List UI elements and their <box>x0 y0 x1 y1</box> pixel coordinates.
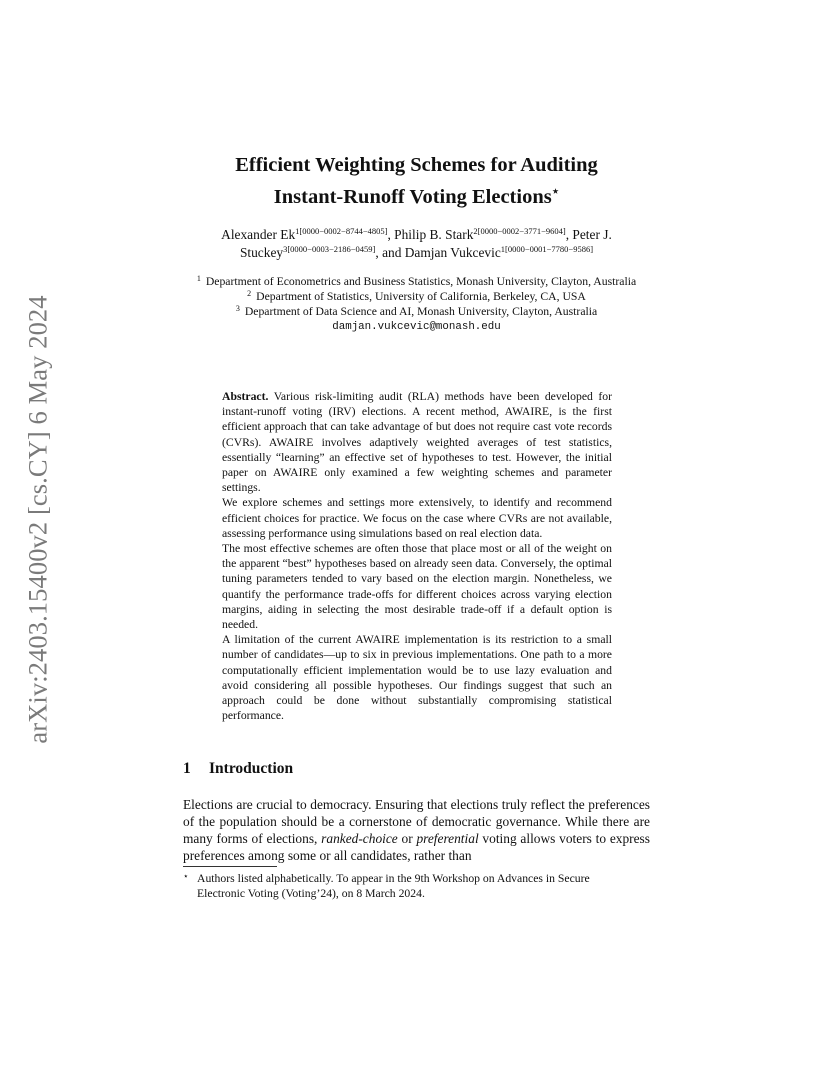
affiliation-text: Department of Econometrics and Business Statistics, Monash University, Clayton, Australia <box>205 275 637 288</box>
introduction-body <box>183 796 650 864</box>
author-list <box>183 226 650 262</box>
intro-emphasis: ranked-choice <box>321 831 398 847</box>
author-separator: , and <box>375 245 405 260</box>
author-name: Damjan Vukcevic <box>404 245 501 260</box>
abstract-label: Abstract. <box>222 390 269 403</box>
section-title: Introduction <box>209 760 294 777</box>
arxiv-id-text: arXiv:2403.15400v2 [cs.CY] 6 May 2024 <box>22 294 53 744</box>
abstract-paragraph <box>222 389 612 495</box>
author-name: Alexander Ek <box>221 227 296 242</box>
footnote-text: Authors listed alphabetically. To appear in the 9th Workshop on Advances in Secure <box>197 872 590 885</box>
section-heading <box>183 760 650 778</box>
footnote <box>183 871 650 901</box>
affiliations <box>183 274 650 335</box>
affiliation-text: Department of Statistics, University of California, Berkeley, CA, USA <box>256 290 586 304</box>
arxiv-identifier <box>20 284 56 754</box>
abstract-paragraph: A limitation of the current AWAIRE implementation is its restriction to a small number of candidates—up to six in previous implementations. One path to a more computationally efficient implementation would be to use lazy evaluation and avoid considering all possible hypotheses. Our findings suggest that such an approach could be done without substantially compromising statistical performance. <box>222 633 612 723</box>
title-line-2: Instant-Runoff Voting Elections <box>273 185 552 208</box>
affiliation <box>183 289 650 304</box>
author-orcid: 1[0000−0001−7780−9586] <box>500 244 594 254</box>
affiliation-number: 2 <box>247 289 252 299</box>
author-separator: , <box>565 227 573 242</box>
affiliation-number: 1 <box>196 274 201 283</box>
author-orcid: 1[0000−0002−8744−4805] <box>295 226 388 236</box>
footnote-line: ⋆ Authors listed alphabetically. To appear in the 9th Workshop on Advances in Secure <box>183 871 590 885</box>
author-orcid: 2[0000−0002−3771−9604] <box>473 226 566 236</box>
author-name: Peter J. Stuckey <box>239 227 612 260</box>
footnote-line: Electronic Voting (Voting’24), on 8 March 2024. <box>197 887 425 901</box>
section-number: 1 <box>183 760 191 777</box>
abstract-paragraph: We explore schemes and settings more extensively, to identify and recommend efficient choices for practice. We focus on the case where CVRs are not available, assessing performance using simulations based on real election data. <box>222 496 612 540</box>
affiliation-number: 3 <box>235 304 240 314</box>
abstract <box>222 389 612 723</box>
abstract-text: Various risk-limiting audit (RLA) methods have been developed for instant-runoff voting (IRV) elections. A recent method, AWAIRE, is the first efficient approach that can take advantage of but does not require cast vote records (CVRs). AWAIRE involves adaptively weighted averages of test statistics, essentially “learning” an effective set of hypotheses to test. However, the initial paper on AWAIRE only examined a few weighting schemes and parameter settings. <box>222 390 613 495</box>
author-separator: , <box>387 227 395 242</box>
intro-text: voting allows voters to express preferences among some or all candidates, rather than <box>183 831 650 864</box>
footnote-rule <box>183 866 277 867</box>
title-line-1: Efficient Weighting Schemes for Auditing <box>235 154 598 176</box>
intro-emphasis: preferential <box>416 831 479 847</box>
intro-text: or <box>397 831 417 847</box>
affiliation <box>183 304 650 319</box>
intro-paragraph <box>183 796 650 864</box>
intro-text: Elections are crucial to democracy. Ensuring that elections truly reflect the preferences of the population should be a cornerstone of democratic governance. While there are many forms of elections, <box>183 797 650 847</box>
abstract-paragraph: The most effective schemes are often those that place most or all of the weight on the apparent “best” hypotheses based on already seen data. Conversely, the optimal tuning parameters tended to vary based on the election margin. Nonetheless, we quantify the performance trade-offs for different choices across varying election margins, aiding in selecting the most desirable trade-off if a default option is needed. <box>222 542 612 632</box>
affiliation-text: Department of Data Science and AI, Monash University, Clayton, Australia <box>244 305 598 319</box>
paper-title <box>183 152 650 210</box>
author-name: Philip B. Stark <box>394 227 474 242</box>
author-orcid: 3[0000−0003−2186−0459] <box>283 244 376 254</box>
title-footnote-mark: ⋆ <box>551 184 560 198</box>
contact-email: damjan.vukcevic@monash.edu <box>332 320 501 333</box>
affiliation <box>183 274 650 289</box>
